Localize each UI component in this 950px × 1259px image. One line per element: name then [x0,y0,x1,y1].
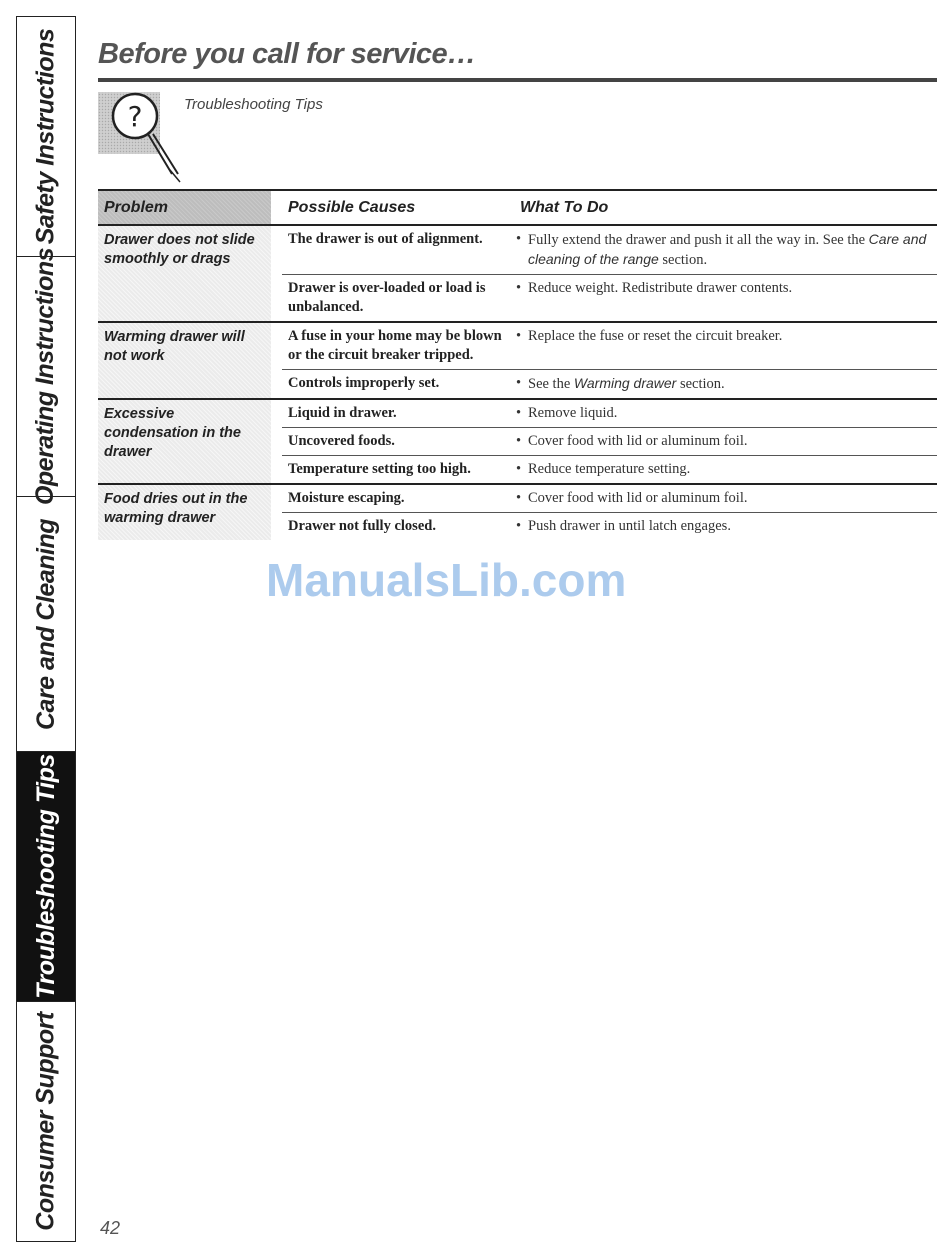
table-header [98,189,937,226]
tab-operating-instructions[interactable] [17,247,75,506]
todo-reference: Warming drawer [573,375,677,391]
troubleshooting-table [98,189,937,540]
cause-text: Temperature setting too high. [288,461,471,477]
bullet: • [516,518,522,534]
todo-text [514,323,937,369]
question-magnifier-icon [98,90,182,185]
cause-text: Controls improperly set. [288,375,440,391]
table-row [282,427,937,455]
problem-section [98,226,937,323]
page-number: 42 [100,1218,121,1238]
todo-text [514,485,937,512]
cause-text: The drawer is out of alignment. [288,231,483,247]
tab-care-and-cleaning[interactable] [17,497,75,752]
todo-text [514,428,937,455]
cause-text: Liquid in drawer. [288,405,397,421]
todo-text [514,456,937,483]
tab-label: Operating Instructions [31,247,60,506]
todo-text-part: Remove liquid. [528,405,618,421]
table-row [282,400,937,427]
problem-label: Warming drawer will not work [98,323,271,398]
todo-text [514,513,937,540]
problem-label: Drawer does not slide smoothly or drags [98,226,271,321]
bullet: • [516,375,522,391]
problem-section [98,485,937,540]
table-row [282,323,937,369]
tab-troubleshooting-tips[interactable] [17,752,75,1002]
todo-text-part: Reduce weight. Redistribute drawer contents. [528,280,793,296]
tab-label: Safety Instructions [31,28,60,245]
todo-text-part: Cover food with lid or aluminum foil. [528,490,748,506]
cause-text: Moisture escaping. [288,490,405,506]
cause-text: Drawer is over-loaded or load is unbalanced. [288,280,486,315]
todo-text-part: Fully extend the drawer and push it all the way in. See the [528,232,869,248]
table-row [282,274,937,321]
title-rule [98,78,937,82]
todo-text-part: Push drawer in until latch engages. [528,518,731,534]
todo-text [514,370,937,398]
todo-text [514,400,937,427]
problem-label: Food dries out in the warming drawer [98,485,271,540]
tab-safety-instructions[interactable] [17,17,75,257]
todo-text-part: See the [528,376,574,392]
problem-section [98,323,937,400]
tab-label: Troubleshooting Tips [31,754,60,999]
table-row [282,485,937,512]
table-row [282,369,937,398]
header-what-to-do: What To Do [520,199,609,216]
todo-text [514,226,937,274]
bullet: • [516,433,522,449]
bullet: • [516,490,522,506]
watermark: ManualsLib.com [266,554,627,606]
section-tabs [16,16,76,1242]
todo-text-part: Cover food with lid or aluminum foil. [528,433,748,449]
problem-section [98,400,937,485]
tab-label: Consumer Support [31,1012,60,1231]
table-row [282,226,937,274]
header-possible-causes: Possible Causes [288,199,416,216]
bullet: • [516,461,522,477]
page-subtitle: Troubleshooting Tips [184,96,323,113]
cause-text: Drawer not fully closed. [288,518,436,534]
tab-label: Care and Cleaning [31,518,60,730]
bullet: • [516,231,522,247]
problem-label: Excessive condensation in the drawer [98,400,271,483]
todo-reference: Care and cleaning of the range [528,231,927,267]
table-row [282,455,937,483]
header-problem: Problem [98,191,271,224]
todo-text-part: Replace the fuse or reset the circuit breaker. [528,328,783,344]
table-row [282,512,937,540]
todo-text-part: section. [658,252,708,268]
cause-text: A fuse in your home may be blown or the circuit breaker tripped. [288,328,502,363]
tab-consumer-support[interactable] [17,1002,75,1241]
bullet: • [516,280,522,296]
todo-text-part: section. [676,376,725,392]
bullet: • [516,405,522,421]
todo-text [514,275,937,321]
svg-text:?: ? [127,100,143,133]
bullet: • [516,328,522,344]
todo-text-part: Reduce temperature setting. [528,461,691,477]
page-title: Before you call for service… [98,38,476,70]
cause-text: Uncovered foods. [288,433,395,449]
